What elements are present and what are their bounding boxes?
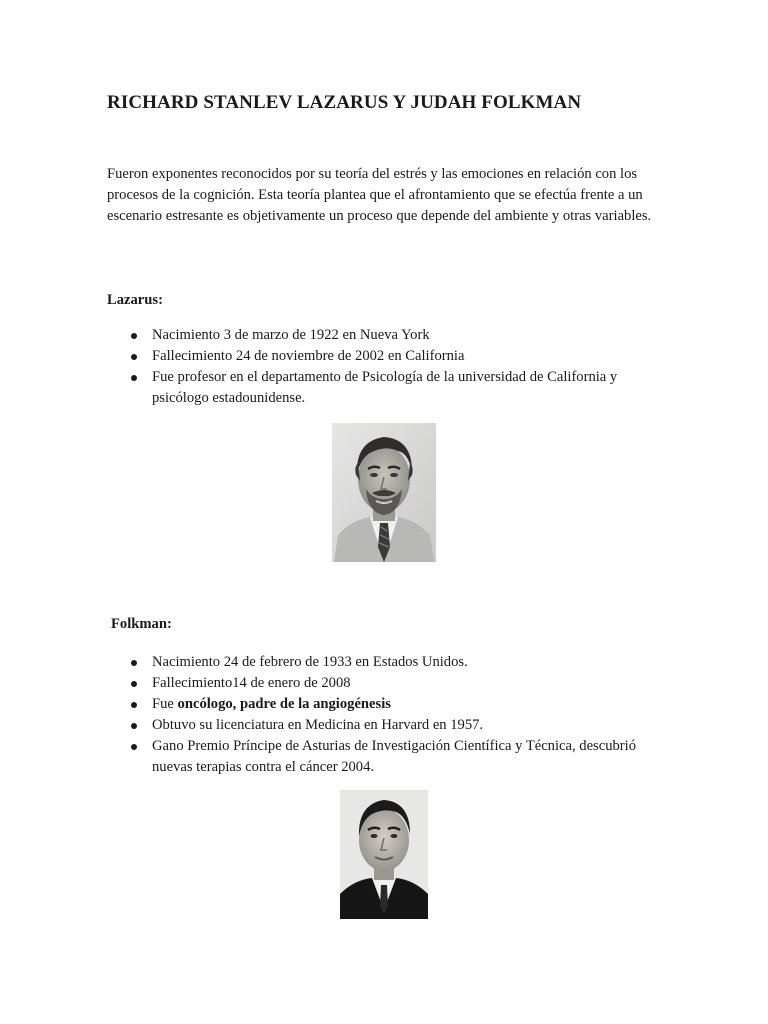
list-item [107, 367, 637, 409]
list-item [107, 694, 637, 715]
list-item-text: Nacimiento 3 de marzo de 1922 en Nueva York [152, 327, 430, 343]
list-item-text: Fallecimiento 24 de noviembre de 2002 en California [152, 348, 465, 364]
folkman-bullet-list [107, 652, 637, 778]
list-item-text: Gano Premio Príncipe de Asturias de Investigación Científica y Técnica, descubrió nuevas terapias contra el cáncer 2004. [152, 738, 637, 775]
portrait-illustration [332, 423, 436, 562]
list-item [107, 346, 637, 367]
document-title: RICHARD STANLEV LAZARUS Y JUDAH FOLKMAN [107, 92, 582, 113]
lazarus-bullet-list [107, 325, 637, 409]
list-item-prefix: Fue [152, 696, 178, 712]
list-item [107, 715, 637, 736]
list-item [107, 652, 637, 673]
list-item [107, 325, 637, 346]
portrait-illustration [340, 790, 428, 919]
list-item-text: Nacimiento 24 de febrero de 1933 en Estados Unidos. [152, 654, 468, 670]
list-item [107, 736, 637, 778]
list-item-text: Obtuvo su licenciatura en Medicina en Harvard en 1957. [152, 717, 484, 733]
list-item-bold-text: oncólogo, padre de la angiogénesis [177, 696, 391, 712]
list-item [107, 673, 637, 694]
list-item-text: Fallecimiento14 de enero de 2008 [152, 675, 351, 691]
lazarus-heading: Lazarus: [107, 292, 163, 308]
intro-paragraph: Fueron exponentes reconocidos por su teoría del estrés y las emociones en relación con los procesos de la cognición. Esta teoría plantea que el afrontamiento que se efectúa frente a un escenario estresante es objetivamente un proceso que depende del ambiente y otras variables. [107, 166, 652, 224]
folkman-portrait-photo [340, 790, 428, 919]
list-item-text: Fue profesor en el departamento de Psicología de la universidad de California y psicólogo estadounidense. [152, 369, 618, 406]
lazarus-portrait-photo [332, 423, 436, 562]
folkman-heading: Folkman: [111, 616, 172, 632]
